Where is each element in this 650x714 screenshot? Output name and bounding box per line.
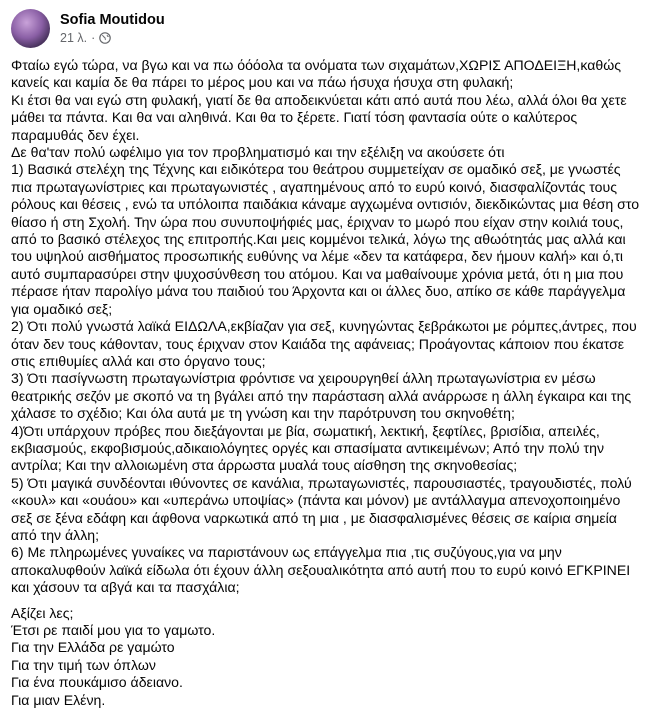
post-body: [11, 57, 640, 709]
closing-line: Για την Ελλάδα ρε γαμώτο: [11, 639, 175, 656]
post-meta: [60, 11, 165, 46]
post-paragraph: 2) Ότι πολύ γνωστά λαϊκά ΕΙΔΩΛΑ,εκβίαζαν για σεξ, κυνηγώντας ξεβράκωτοι με ρόμπες,άντρες, που όταν δεν τους κάθονταν, τους έριχναν στον Καιάδα της αφάνειας; Προάγοντας κάποιον που έκατσε στις επιθυμίες αλλά και στο όργανο τους;: [11, 318, 637, 369]
post-paragraph: 1) Βασικά στελέχη της Τέχνης και ειδικότερα του θεάτρου συμμετείχαν σε ομαδικό σεξ, με γνωστές πια πρωταγωνίστριες και πρωταγωνιστές , αγαπημένους από το ευρύ κοινό, διασφαλίζοντάς τους ρόλους και θέσεις , ενώ τα υπόλοιπα παιδάκια κάναμε αγχωμένα οντισιόν, διεκδικώντας μια θέση στο θίασο ή στη Σχολή. Την ώρα που συνυποψήφιές μας, έριχναν το μωρό που είχαν στην κοιλιά τους, από το βασικό στέλεχος της επιτροπής.Και μεις κομμένοι τελικά, λόγω της αθωότητάς μας αλλά και του υψηλού αισθήματος προσωπικής ευθύνης να λέμε «δεν τα κατάφερα, δεν ήμουν καλή» και ό,τι αυτό συμπαρασύρει στην ψυχοσύνθεση του ατόμου. Και να μαθαίνουμε χρόνια μετά, ότι η μια που πέρασε ήταν παρολίγο μάνα του παιδιού του Άρχοντα και οι άλλες δυο, απίκο σε κάθε παράγγελμα για ομαδικό σεξ;: [11, 161, 640, 317]
post-time[interactable]: 21 λ.: [60, 30, 88, 45]
post-paragraph: 6) Με πληρωμένες γυναίκες να παριστάνουν ως επάγγελμα πια ,τις συζύγους,για να μην αποκαλυφθούν λαϊκά είδωλα ότι έχουν άλλη σεξουαλικότητα από αυτή που το ευρύ κοινό ΕΓΚΡΙΝΕΙ και χάσουν τα αβγά και τα πασχάλια;: [11, 544, 631, 596]
post-paragraph: 5) Ότι μαγικά συνδέονται ιθύνοντες σε κανάλια, πρωταγωνιστές, παρουσιαστές, τραγουδιστές, πολύ «κουλ» και «ουάου» και «υπεράνω υποψίας» (πάντα και μόνον) με αντάλλαγμα απενοχοποιημένο σεξ σε ξένα εδάφη και άφθονα ναρκωτικά από τη μια , με διασφαλισμένες θέσεις σε καίρια σημεία από την άλλη;: [11, 474, 632, 543]
closing-line: Για την τιμή των όπλων: [11, 656, 156, 673]
post-paragraph: 3) Ότι πασίγνωστη πρωταγωνίστρια φρόντισε να χειρουργηθεί άλλη πρωταγωνίστρια εν μέσω θεατρικής σεζόν με σκοπό να τη βγάλει από την παράσταση αλλά ανάρρωσε η άλλη έγκαιρα και της χάλασε το σχέδιο; Και όλα αυτά με τη γνώση και την παρότρυνση του σκηνοθέτη;: [11, 370, 632, 422]
post-subline: [60, 30, 165, 46]
post-paragraph: 4)Ότι υπάρχουν πρόβες που διεξάγονται με βία, σωματική, λεκτική, ξεφτίλες, βρισίδια, απειλές, εκβιασμούς, εκφοβισμούς,αδικαιολόγητες οργές και σπασίματα αντικειμένων; Από την πολύ την αντρίλα; Και την αλλοιωμένη στα άρρωστα μυαλά τους αίσθηση της σκηνοθεσίας;: [11, 422, 605, 474]
separator-dot: ·: [91, 30, 96, 45]
closing-line: Για ένα πουκάμισο άδειανο.: [11, 674, 183, 691]
post-paragraph: Δε θα'ταν πολύ ωφέλιμο για τον προβληματισμό και την εξέλιξη να ακούσετε ότι: [11, 144, 505, 161]
globe-icon[interactable]: [99, 32, 111, 44]
post-paragraph: Φταίω εγώ τώρα, να βγω και να πω όόόολα τα ονόματα των σιχαμάτων,ΧΩΡΙΣ ΑΠΟΔΕΙΞΗ,καθώς κανείς και καμία δε θα πάρει το μέρος μου και να πάω ήσυχα ήσυχα στη φυλακή;: [11, 57, 621, 91]
paragraph-gap: [11, 597, 640, 605]
post-header: [11, 8, 640, 48]
closing-line: Για μιαν Ελένη.: [11, 691, 106, 708]
post-paragraph: Κι έτσι θα ναι εγώ στη φυλακή, γιατί δε θα αποδεικνύεται κάτι από αυτά που λέω, αλλά όλοι θα χετε μάθει τα πάντα. Και θα ναι αληθινά. Και θα το ξέρετε. Γιατί τόση φαντασία ούτε ο καλύτερος παραμυθάς δεν έχει.: [11, 91, 627, 143]
closing-line: Αξίζει λες;: [11, 604, 74, 621]
avatar[interactable]: [11, 9, 50, 48]
author-name[interactable]: Sofia Moutidou: [60, 11, 165, 28]
closing-line: Έτσι ρε παιδί μου για το γαμωτο.: [11, 622, 216, 638]
